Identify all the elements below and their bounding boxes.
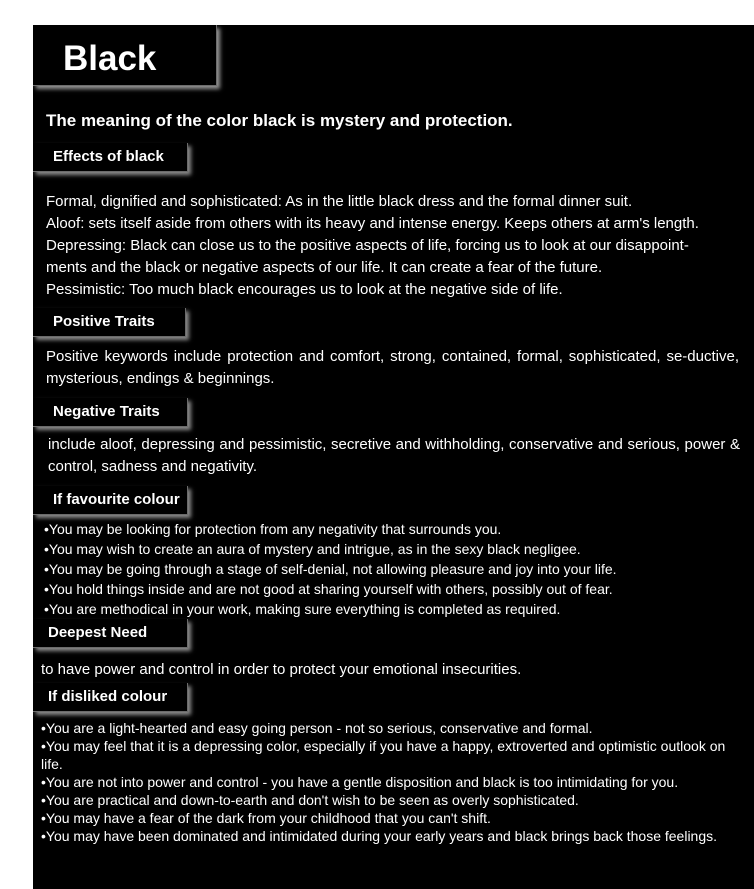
list-item: •You may have a fear of the dark from your childhood that you can't shift. <box>41 810 491 826</box>
section-heading-label: If favourite colour <box>53 491 180 508</box>
page-title: Black <box>63 39 157 78</box>
effects-line: Depressing: Black can close us to the positive aspects of life, forcing us to look at our disappoint- <box>46 237 689 254</box>
section-heading-label: Deepest Need <box>48 624 148 641</box>
section-heading-label: Negative Traits <box>53 403 160 420</box>
list-item: •You are methodical in your work, making sure everything is completed as required. <box>44 601 561 617</box>
need-text: to have power and control in order to protect your emotional insecurities. <box>41 661 522 678</box>
section-heading-label: If disliked colour <box>48 688 168 705</box>
list-item: •You may feel that it is a depressing color, especially if you have a happy, extroverted and optimistic outlook on life. <box>41 738 726 772</box>
list-item: •You may be looking for protection from any negativity that surrounds you. <box>44 521 502 537</box>
positive-text: Positive keywords include protection and comfort, strong, contained, formal, sophisticated, se-ductive, mysterious, endings & beginnings. <box>46 348 739 387</box>
section-heading-effects <box>33 143 188 172</box>
effects-line: ments and the black or negative aspects of our life. It can create a fear of the future. <box>46 259 603 276</box>
disliked-list <box>41 719 747 845</box>
subtitle: The meaning of the color black is mystery and protection. <box>46 111 513 130</box>
title-box <box>33 25 217 86</box>
content-panel <box>33 25 754 889</box>
effects-line: Aloof: sets itself aside from others with its heavy and intense energy. Keeps others at arm's length. <box>46 215 699 232</box>
list-item: •You are a light-hearted and easy going person - not so serious, conservative and formal. <box>41 720 593 736</box>
section-heading-label: Positive Traits <box>53 313 155 330</box>
favourite-list <box>44 519 744 619</box>
section-heading-favourite <box>33 486 188 515</box>
section-heading-label: Effects of black <box>53 148 164 165</box>
effects-text <box>46 191 699 301</box>
negative-text: include aloof, depressing and pessimistic, secretive and withholding, conservative and serious, power & control, sadness and negativity. <box>48 436 740 475</box>
list-item: •You hold things inside and are not good at sharing yourself with others, possibly out of fear. <box>44 581 613 597</box>
list-item: •You may be going through a stage of self-denial, not allowing pleasure and joy into your life. <box>44 561 617 577</box>
effects-line: Pessimistic: Too much black encourages us to look at the negative side of life. <box>46 281 563 298</box>
list-item: •You are not into power and control - you have a gentle disposition and black is too intimidating for you. <box>41 774 679 790</box>
section-heading-negative <box>33 398 188 427</box>
list-item: •You are practical and down-to-earth and don't wish to be seen as overly sophisticated. <box>41 792 579 808</box>
section-heading-positive <box>33 308 186 337</box>
section-heading-need <box>33 619 188 648</box>
effects-line: Formal, dignified and sophisticated: As in the little black dress and the formal dinner suit. <box>46 193 633 210</box>
section-heading-disliked <box>33 683 188 712</box>
list-item: •You may have been dominated and intimidated during your early years and black brings back those feelings. <box>41 828 718 844</box>
list-item: •You may wish to create an aura of mystery and intrigue, as in the sexy black negligee. <box>44 541 581 557</box>
